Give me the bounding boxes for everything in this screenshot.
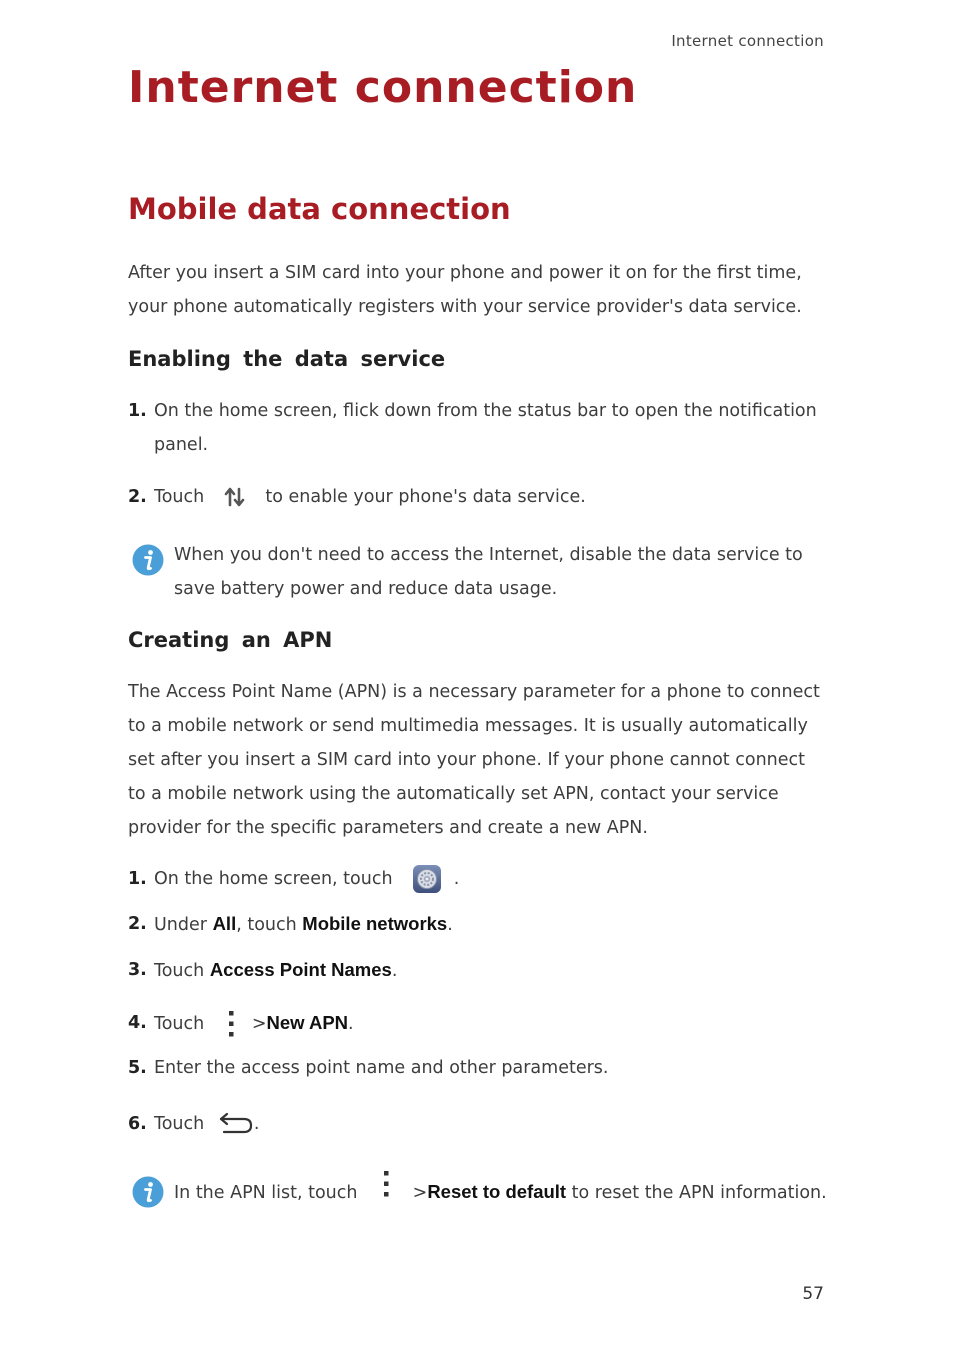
- apn-intro-paragraph: The Access Point Name (APN) is a necessary parameter for a phone to connect to a mobile network or send multimedia messages. It is usually automatically set after you insert a SIM card into your phone. If your phone cannot connect to a mobile network using the automatically set APN, contact your service provider for the specific parameters and create a new APN.: [128, 682, 820, 838]
- step-text-part: , touch: [236, 915, 297, 935]
- step-text-part: .: [253, 1114, 260, 1134]
- apn-step-3: [128, 953, 828, 988]
- page-title: Internet connection: [128, 62, 638, 113]
- info-icon: [132, 538, 174, 580]
- apn-step-5: [128, 1051, 828, 1085]
- note-text: [174, 1170, 832, 1210]
- step-text: [154, 1006, 828, 1041]
- step-number: 5.: [128, 1058, 147, 1078]
- page-number: 57: [802, 1284, 824, 1304]
- step-text-part: Touch: [154, 1014, 205, 1034]
- step-text-part: to enable your phone's data service.: [265, 487, 586, 507]
- step-text: [154, 953, 828, 988]
- step-text-part: .: [348, 1014, 354, 1034]
- step-text-part: .: [447, 915, 453, 935]
- section-title: Mobile data connection: [128, 192, 511, 226]
- step-number: 6.: [128, 1114, 147, 1134]
- step-text: [154, 480, 828, 514]
- step-text: [154, 907, 828, 942]
- subsection-title-creating-apn: Creating an APN: [128, 628, 333, 652]
- enabling-step-2: [128, 480, 828, 514]
- intro-paragraph: After you insert a SIM card into your phone and power it on for the first time, your phone automatically registers with your service provider's data service.: [128, 263, 802, 317]
- step-text-part: >: [251, 1014, 267, 1034]
- menu-icon: [226, 1010, 236, 1038]
- note-text-part: >: [412, 1183, 428, 1203]
- running-header: Internet connection: [671, 32, 824, 50]
- step-number: 1.: [128, 401, 147, 421]
- step-number: 2.: [128, 487, 147, 507]
- apn-step-4: [128, 1006, 828, 1041]
- step-number: 4.: [128, 1013, 147, 1033]
- apn-step-1: [128, 862, 828, 896]
- step-text-part: Touch: [154, 487, 205, 507]
- data-toggle-icon: [224, 485, 246, 509]
- step-number: 1.: [128, 869, 147, 889]
- step-text-part: .: [453, 869, 460, 889]
- note-text: When you don't need to access the Internet, disable the data service to save battery power and reduce data usage.: [174, 545, 803, 599]
- step-number: 3.: [128, 960, 147, 980]
- ui-label-access-point-names: Access Point Names: [209, 959, 392, 980]
- ui-label-new-apn: New APN: [266, 1012, 349, 1033]
- step-text-part: On the home screen, touch: [154, 869, 393, 889]
- apn-step-2: [128, 907, 828, 942]
- subsection-title-enabling: Enabling the data service: [128, 347, 446, 371]
- settings-icon: [412, 864, 442, 894]
- info-note-data-service: [132, 538, 832, 606]
- step-text-part: Under: [154, 915, 207, 935]
- apn-step-6: [128, 1107, 828, 1141]
- menu-icon: [381, 1183, 397, 1203]
- note-text-part: In the APN list, touch: [174, 1183, 358, 1203]
- enabling-step-1: [128, 394, 828, 462]
- step-text: Enter the access point name and other parameters.: [154, 1058, 609, 1078]
- ui-label-reset-to-default: Reset to default: [427, 1181, 567, 1202]
- step-text-part: Touch: [154, 1114, 205, 1134]
- ui-label-mobile-networks: Mobile networks: [302, 913, 448, 934]
- step-number: 2.: [128, 914, 147, 934]
- step-text-part: Touch: [154, 961, 205, 981]
- info-icon: [132, 1170, 174, 1212]
- step-text-part: .: [391, 961, 398, 981]
- back-icon: [218, 1112, 254, 1136]
- step-text: [154, 862, 828, 896]
- info-note-reset-apn: [132, 1170, 832, 1212]
- note-text-part: to reset the APN information.: [571, 1183, 827, 1203]
- step-text: On the home screen, flick down from the status bar to open the notification panel.: [154, 401, 817, 455]
- ui-label-all: All: [212, 913, 237, 934]
- step-text: [154, 1107, 828, 1141]
